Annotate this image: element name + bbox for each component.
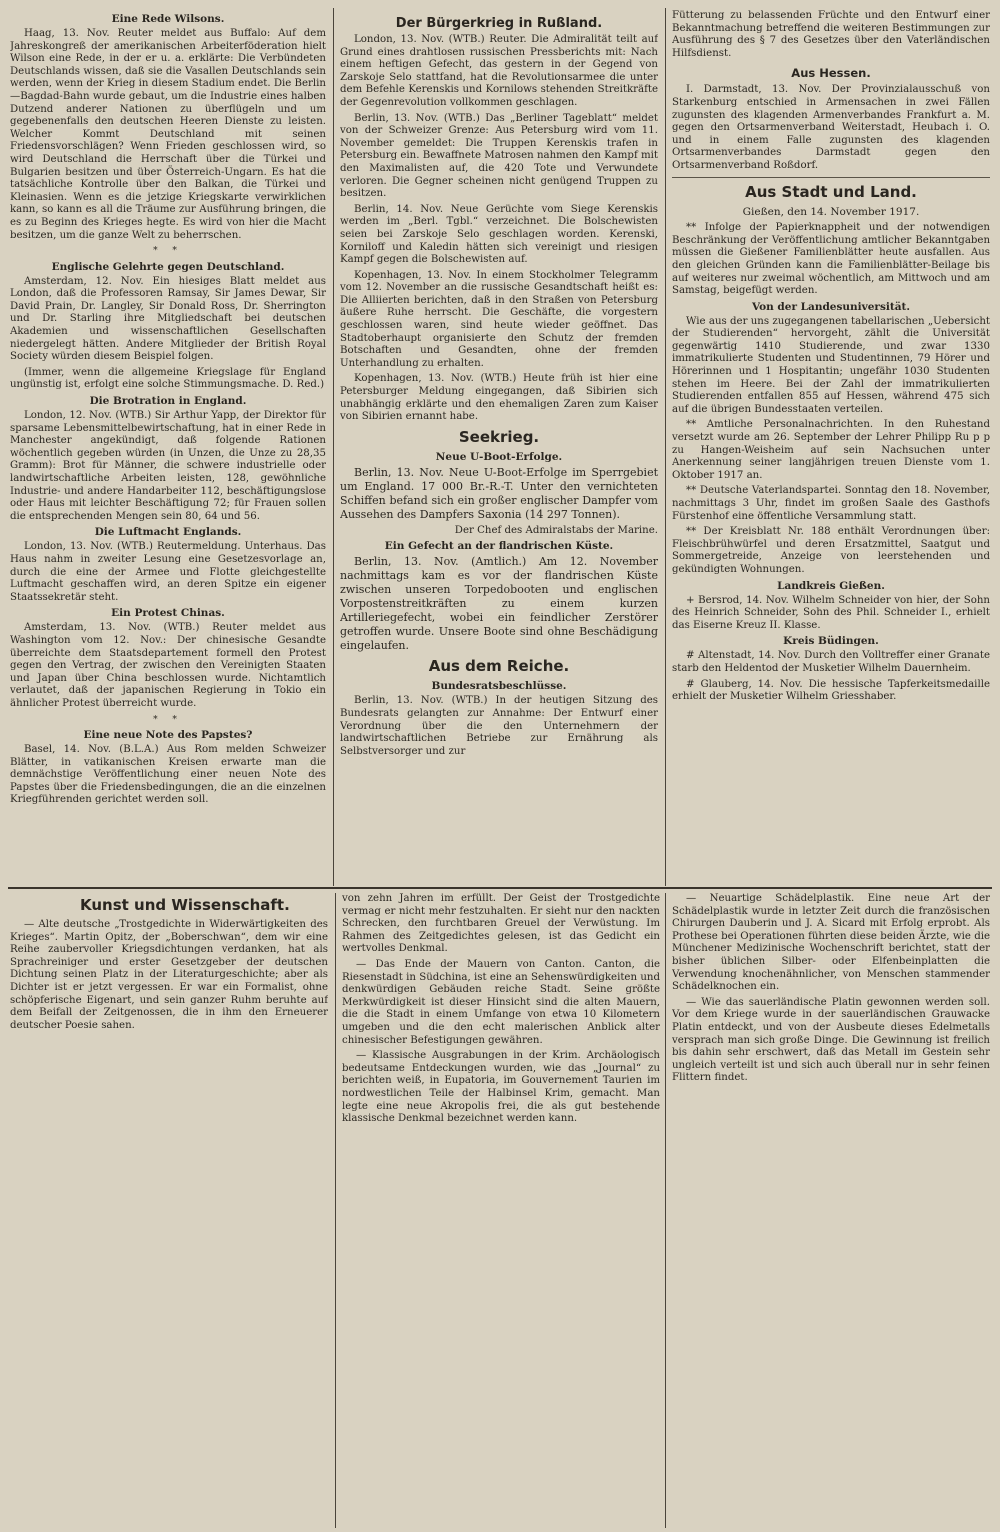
article-body: London, 12. Nov. (WTB.) Sir Arthur Yapp, der Direktor für sparsame Lebensmittelbewirtschaftung, hat in einer Rede in Manchester angekündigt, daß folgende Rationen wöchentlich gegeben würden (in Unzen, die Unze zu 28,35 Gramm): Brot für Männer, die schwere industrielle oder landwirtschaftliche Arbeiten leisten, 128, gewöhnliche Industrie- und andere Handarbeiter 112, beschäftigungslose oder Haus mit leichter Beschäftigung 72; für Frauen sollen die entsprechenden Mengen sein 80, 64 und 56.	[10, 410, 326, 522]
article-body: — Klassische Ausgrabungen in der Krim. Archäologisch bedeutsame Entdeckungen wurden, wie das „Journal“ zu berichten weiß, in Eupatoria, im Gouvernement Taurien im nordwestlichen Teile der Halbinsel Krim, gemacht. Man legte eine neue Akropolis frei, die als gut bestehende klassische Denkmal bezeichnet werden kann.	[342, 1050, 660, 1125]
section-title: Seekrieg.	[458, 427, 540, 446]
section-title: Aus dem Reiche.	[428, 657, 570, 676]
article-body: — Neuartige Schädelplastik. Eine neue Art der Schädelplastik wurde in letzter Zeit durch die französischen Chirurgen Dauberin und J. A. Sicard mit Erfolg erprobt. Als Prothese bei Operationen führten diese beiden Ärzte, wie die Münchener Medizinische Wochenschrift berichtet, statt der bisher üblichen Silber- oder Elfenbeinplatten die Verwendung knochenähnlicher, von Menschen stammender Schädelknochen ein.	[672, 893, 990, 993]
dateline: Gießen, den 14. November 1917.	[742, 205, 920, 218]
article-body: — Wie das sauerländische Platin gewonnen werden soll. Vor dem Kriege wurde in der sauerländischen Grauwacke Platin entdeckt, und von der Ausbeute dieses Edelmetalls versprach man sich große Dinge. Die Gewinnung ist freilich bis dahin sehr erschwert, daß das Metall im Gestein sehr ungleich verteilt ist und sich auch überall nur in sehr feinen Flittern findet.	[672, 996, 990, 1084]
article-body: # Altenstadt, 14. Nov. Durch den Volltreffer einer Granate starb den Heldentod der Musketier Wilhelm Dauernheim.	[672, 650, 990, 674]
lower-column-1	[10, 893, 328, 1532]
separator: * *	[153, 714, 183, 725]
lower-column-2	[342, 893, 660, 1532]
article-title: Ein Gefecht an der flandrischen Küste.	[384, 540, 614, 553]
column-rule	[665, 8, 666, 886]
article-subtitle: Bundesratsbeschlüsse.	[431, 680, 567, 693]
article-title: Ein Protest Chinas.	[111, 607, 225, 620]
article-signature: Der Chef des Admiralstabs der Marine.	[454, 524, 658, 536]
article-title: Englische Gelehrte gegen Deutschland.	[51, 260, 285, 273]
column-rule	[333, 8, 334, 886]
article-body: ** Infolge der Papierknappheit und der notwendigen Beschränkung der Veröffentlichung amtlicher Bekanntgaben müssen die Gießener Familienblätter heute ausfallen. Aus den gleichen Gründen kann die Familienblätter-Beilage bis auf weiteres nur zweimal wöchentlich, am Mittwoch und am Samstag, beigefügt werden.	[672, 222, 990, 297]
article-body: # Glauberg, 14. Nov. Die hessische Tapferkeitsmedaille erhielt der Musketier Wilhelm Griesshaber.	[672, 678, 990, 703]
article-title: Die Brotration in England.	[89, 395, 247, 408]
article-body: London, 13. Nov. (WTB.) Reutermeldung. Unterhaus. Das Haus nahm in zweiter Lesung eine Gesetzesvorlage an, durch die eine der Armee und Flotte gleichgestellte Luftmacht geschaffen wird, an deren Spitze ein eigener Staatssekretär steht.	[10, 541, 326, 603]
article-body: Berlin, 13. Nov. (WTB.) Das „Berliner Tageblatt“ meldet von der Schweizer Grenze: Aus Petersburg wird vom 11. November gemeldet: Die Truppen Kerenskis trafen in Petersburg ein. Bewaffnete Matrosen nahmen den Kampf mit den Maximalisten auf, die 420 Tote und Verwundete verloren. Die Gegner scheinen nicht genügend Truppen zu besitzen.	[340, 112, 658, 200]
article-body: ** Amtliche Personalnachrichten. In den Ruhestand versetzt wurde am 26. September der Lehrer Philipp Ru p p zu Hangen-Weisheim auf sein Nachsuchen unter Anerkennung seiner langjährigen treuen Dienste vom 1. Oktober 1917 an.	[672, 419, 990, 481]
article-title: Kreis Büdingen.	[783, 635, 879, 648]
article-body: von zehn Jahren im erfüllt. Der Geist der Trostgedichte vermag er nicht mehr festzuhalten. Er sieht nur den nackten Schrecken, den furchtbaren Greuel der Verwüstung. Im Rahmen des Zeitgedichtes gelesen, ist das Gedicht ein wertvolles Denkmal.	[342, 893, 660, 955]
article-body: Kopenhagen, 13. Nov. In einem Stockholmer Telegramm vom 12. November an die russische Gesandtschaft heißt es: Die Alliierten berichten, daß in den Straßen von Petersburg äußere Ruhe herrscht. Die Geschäfte, die vorgestern geschlossen waren, sind heute wieder geöffnet. Das Stadtoberhaupt organisierte den Schutz der fremden Botschaften und Gesandten, ohne der fremden Unterhandlung zu erhalten.	[340, 269, 658, 369]
divider	[672, 177, 990, 178]
section-rule	[8, 887, 992, 889]
article-title: Die Luftmacht Englands.	[94, 526, 242, 539]
article-body: ** Der Kreisblatt Nr. 188 enthält Verordnungen über: Fleischbrühwürfel und deren Ersatzmittel, Saatgut und Sommergetreide, Anzeige von leerstehenden und gekündigten Wohnungen.	[672, 526, 990, 575]
article-body: — Alte deutsche „Trostgedichte in Widerwärtigkeiten des Krieges“. Martin Opitz, der „Boberschwan“, dem wir eine Reihe zaubervoller Kriegsdichtungen verdanken, hat als Sprachreiniger und erster Gesetzgeber der deutschen Dichtung seinen Platz in der Literaturgeschichte; aber als Dichter ist er jetzt vergessen. Er war ein Formalist, ohne schöpferische Eigenart, und sein ganzer Ruhm beruhte auf dem Beifall der Zeitgenossen, die in ihm den Erneuerer deutscher Poesie sahen.	[10, 919, 328, 1031]
article-body: + Bersrod, 14. Nov. Wilhelm Schneider von hier, der Sohn des Heinrich Schneider, Sohn des Phil. Schneider I., erhielt das Eiserne Kreuz II. Klasse.	[672, 594, 990, 631]
article-title: Eine Rede Wilsons.	[111, 13, 225, 25]
article-body: Fütterung zu belassenden Früchte und den Entwurf einer Bekanntmachung betreffend die weiteren Bestimmungen zur Ausführung des § 7 des Gesetzes über den Vaterländischen Hilfsdienst.	[672, 10, 990, 59]
article-body: — Das Ende der Mauern von Canton. Canton, die Riesenstadt in Südchina, ist eine an Sehenswürdigkeiten und denkwürdigen Gebäuden reiche Stadt. Seine größte Merkwürdigkeit ist dieser Hinsicht sind die alten Mauern, die die Stadt in einem Umfange von etwa 10 Kilometern umgeben und die den echt malerischen Anblick alter chinesischer Befestigungen gewähren.	[342, 958, 660, 1046]
article-body: Berlin, 13. Nov. Neue U-Boot-Erfolge im Sperrgebiet um England. 17 000 Br.-R.-T. Unter den vernichteten Schiffen befand sich ein großer englischer Dampfer vom Aussehen des Dampfers Saxonia (14 297 Tonnen).	[340, 465, 658, 521]
article-subtitle: Neue U-Boot-Erfolge.	[435, 450, 563, 463]
article-body: Berlin, 13. Nov. (WTB.) In der heutigen Sitzung des Bundesrats gelangten zur Annahme: Der Entwurf einer Verordnung über die den Unternehmern der landwirtschaftlichen Betriebe zur Ernährung als Selbstversorger und zur	[340, 695, 658, 757]
column-2	[340, 10, 658, 887]
article-body: Haag, 13. Nov. Reuter meldet aus Buffalo: Auf dem Jahreskongreß der amerikanischen Arbeiterföderation hielt Wilson eine Rede, in der er u. a. erklärte: Die Verbündeten Deutschlands wissen, daß sie die Vasallen Deutschlands sein werden, wenn der Krieg in diesem Stadium endet. Die Berlin—Bagdad-Bahn wurde gebaut, um die Industrie eines halben Dutzend anderer Nationen zu überflügeln und um gegebenenfalls den deutschen Heeren Dienste zu leisten. Welcher Kommt Deutschland mit seinen Friedensvorschlägen? Wenn Frieden geschlossen wird, so wird Deutschland die Herrschaft über die Türkei und Bulgarien besitzen und über Österreich-Ungarn. Es hat die tatsächliche Kontrolle über den Balkan, die Türkei und Kleinasien. Wenn es die jetzige Kriegskarte verwirklichen kann, so kann es all die Träume zur Ausführung bringen, die es zu Beginn des Krieges hegte. Es wird von hier die Macht besitzen, um die ganze Welt zu beherrschen.	[10, 28, 326, 241]
article-body: I. Darmstadt, 13. Nov. Der Provinzialausschuß von Starkenburg entschied in Armensachen in zwei Fällen zugunsten des klagenden Armenverbandes Frankfurt a. M. gegen den Ortsarmenverband Weiterstadt, Heubach i. O. und in einem Falle zugunsten des klagenden Ortsarmenverbandes Darmstadt gegen den Ortsarmenverband Roßdorf.	[672, 84, 990, 171]
article-body: Amsterdam, 12. Nov. Ein hiesiges Blatt meldet aus London, daß die Professoren Ramsay, Sir James Dewar, Sir David Prain, Dr. Langley, Sir Donald Ross, Dr. Sherrington und Dr. Starling ihre Mitgliedschaft bei deutschen Akademien und wissenschaftlichen Gesellschaften niedergelegt hätten. Andere Mitglieder der British Royal Society würden diesem Beispiel folgen.	[10, 275, 326, 363]
article-body: ** Deutsche Vaterlandspartei. Sonntag den 18. November, nachmittags 3 Uhr, findet im großen Saale des Gasthofs Fürstenhof eine öffentliche Versammlung statt.	[672, 485, 990, 522]
article-body: Wie aus der uns zugegangenen tabellarischen „Uebersicht der Studierenden“ hervorgeht, zählt die Universität gegenwärtig 1410 Studierende, und zwar 1330 immatrikulierte Studenten und Studentinnen, 79 Hörer und Hörerinnen und 1 Hospitantin; ungefähr 1030 Studenten stehen im Heere. Bei der Zahl der immatrikulierten Studierenden entfallen 855 auf Hessen, während 475 sich auf die übrigen Bundesstaaten verteilen.	[672, 315, 990, 415]
column-3	[672, 10, 990, 887]
article-note: (Immer, wenn die allgemeine Kriegslage für England ungünstig ist, erfolgt eine solche Stimmungsmache. D. Red.)	[10, 366, 326, 391]
lower-section	[10, 893, 990, 1532]
article-title: Von der Landesuniversität.	[751, 300, 911, 313]
article-body: Berlin, 14. Nov. Neue Gerüchte vom Siege Kerenskis werden im „Berl. Tgbl.“ verzeichnet. Die Bolschewisten seien bei Zarskoje Selo geschlagen worden. Kerenski, Korniloff und Kaledin hätten sich vereinigt und riesigen Kampf gegen die Bolschewisten auf.	[340, 203, 658, 266]
article-body: London, 13. Nov. (WTB.) Reuter. Die Admiralität teilt auf Grund eines drahtlosen russischen Pressberichts mit: Nach einem heftigen Gefecht, das gestern in der Gegend von Zarskoje Selo stattfand, hat die Revolutionsarmee die unter dem Befehle Kerenskis und Kornilows stehenden Streitkräfte der Gegenrevolution vollkommen geschlagen.	[340, 34, 658, 108]
separator: * *	[153, 246, 183, 257]
section-title: Aus Hessen.	[791, 66, 871, 81]
column-1	[10, 10, 326, 887]
article-title: Eine neue Note des Papstes?	[83, 729, 253, 742]
article-body: Amsterdam, 13. Nov. (WTB.) Reuter meldet aus Washington vom 12. Nov.: Der chinesische Gesandte überreichte dem Staatsdepartement formell den Protest gegen den Vertrag, der zwischen den Vereinigten Staaten und Japan über China beschlossen wurde. Nichtamtlich verlautet, daß der japanischen Regierung in Tokio ein ähnlicher Protest überreicht wurde.	[10, 622, 326, 709]
section-title: Kunst und Wissenschaft.	[80, 896, 290, 914]
article-body: Kopenhagen, 13. Nov. (WTB.) Heute früh ist hier eine Petersburger Meldung eingegangen, daß Sibirien sich unabhängig erklärte und den ehemaligen Zaren zum Kaiser von Sibirien ernannt habe.	[340, 373, 658, 423]
article-body: Basel, 14. Nov. (B.L.A.) Aus Rom melden Schweizer Blätter, in vatikanischen Kreisen erwarte man die demnächstige Veröffentlichung einer neuen Note des Papstes über die Friedensbedingungen, die an die einzelnen Kriegführenden gerichtet werden soll.	[10, 744, 326, 806]
article-title: Landkreis Gießen.	[777, 579, 885, 592]
section-title: Aus Stadt und Land.	[745, 182, 917, 201]
article-title: Der Bürgerkrieg in Rußland.	[395, 16, 603, 31]
article-body: Berlin, 13. Nov. (Amtlich.) Am 12. November nachmittags kam es vor der flandrischen Küste zwischen unseren Torpedobooten und englischen Vorpostenstreitkräften zu einem kurzen Artilleriegefecht, wobei ein feindlicher Zerstörer getroffen wurde. Unsere Boote sind ohne Beschädigung eingelaufen.	[340, 555, 658, 653]
lower-column-3	[672, 893, 990, 1532]
